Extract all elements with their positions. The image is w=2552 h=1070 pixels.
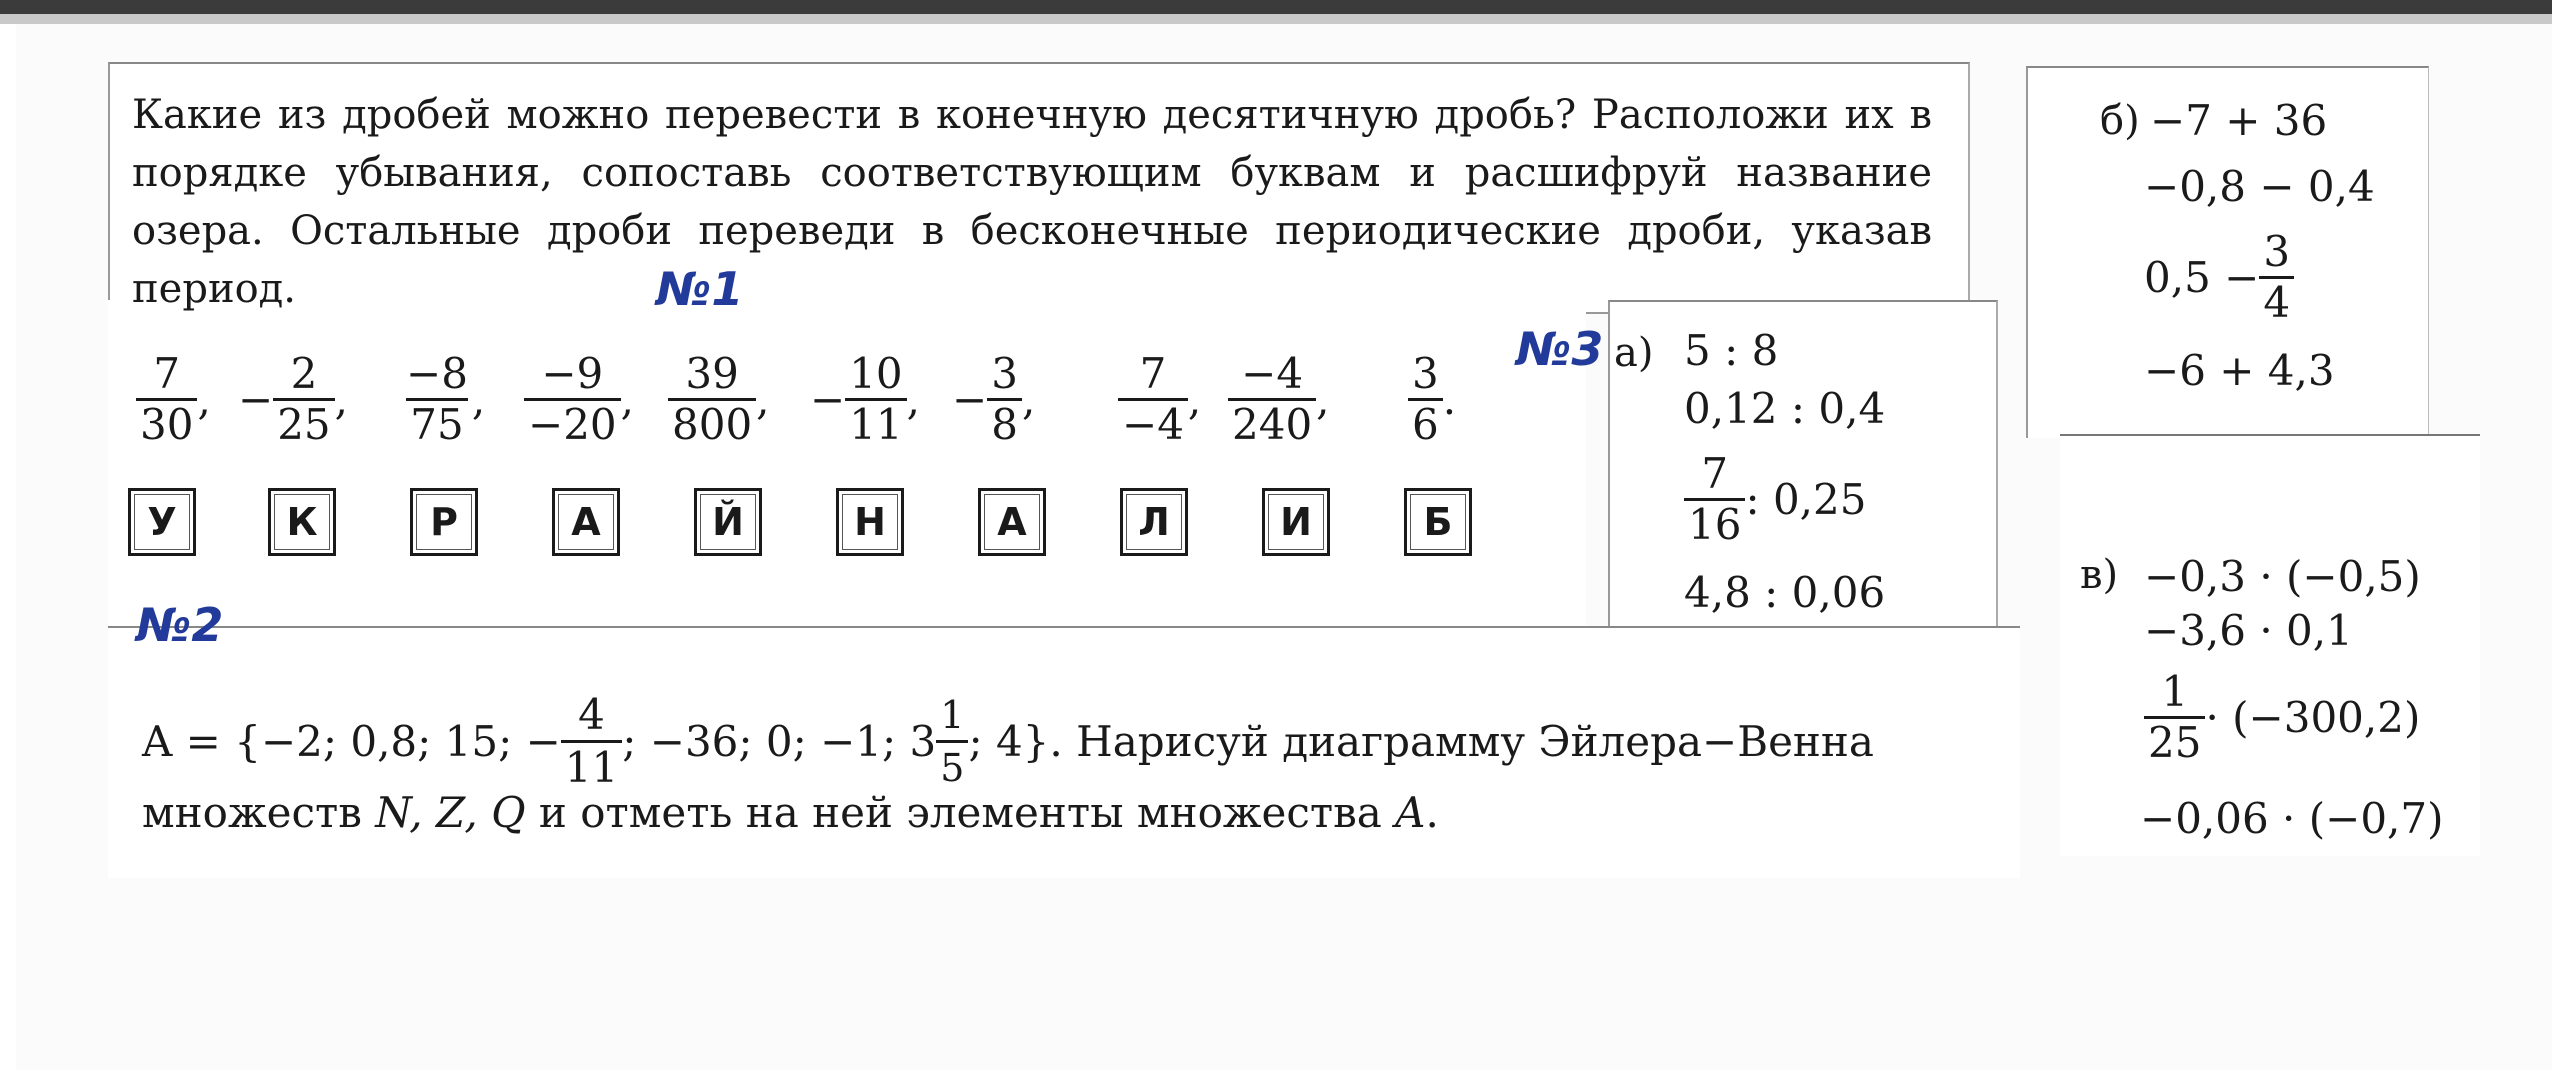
label-v: в) xyxy=(2080,552,2119,598)
expr-b1: −7 + 36 xyxy=(2150,96,2328,145)
fraction-item: − $\frac{3}{8}$ , xyxy=(952,349,1036,449)
expr-a3: $\frac{7}{16}$ : 0,25 xyxy=(1684,450,1866,549)
handwritten-mark-2: №2 xyxy=(136,598,224,652)
letter-box: Й xyxy=(694,488,762,556)
fraction-item: $\frac{3}{6}$ . xyxy=(1408,350,1456,470)
set-definition: A = {−2; 0,8; 15; − $\frac{4}{11}$ ; −36; 0; −1; 3 $\frac{1}{5}$ ; 4}. Нарисуй диаграмму Эйлера−Венна xyxy=(142,690,1874,792)
task2-instruction: множеств N, Z, Q и отметь на ней элементы множества A. xyxy=(142,788,1439,837)
fraction-item: $\frac{-4}{240}$ , xyxy=(1228,350,1330,470)
letter-boxes xyxy=(128,488,1528,558)
scan-top-edge xyxy=(0,0,2552,14)
letter-box: Р xyxy=(410,488,478,556)
letter-box: Л xyxy=(1120,488,1188,556)
expr-v2: −3,6 · 0,1 xyxy=(2144,606,2353,655)
fraction-item: $\frac{7}{-4}$ , xyxy=(1118,350,1201,470)
expr-b2: −0,8 − 0,4 xyxy=(2144,162,2375,211)
fraction-list xyxy=(128,350,1588,470)
handwritten-mark-3: №3 xyxy=(1516,322,1604,376)
letter-box: Б xyxy=(1404,488,1472,556)
letter-box: И xyxy=(1262,488,1330,556)
letter-box: А xyxy=(552,488,620,556)
expr-v1: −0,3 · (−0,5) xyxy=(2144,552,2421,601)
letter-box: К xyxy=(268,488,336,556)
letter-box: Н xyxy=(836,488,904,556)
fraction-item: $\frac{-9}{-20}$ , xyxy=(524,350,634,470)
scan-top-shadow xyxy=(0,14,2552,24)
task1-text: Какие из дробей можно перевести в конечную десятичную дробь? Расположи их в порядке убывания, сопоставь соответствующим буквам и расшифруй название озера. Остальные дроби переведи в бесконечные периодические дроби, указав период. xyxy=(132,92,1932,312)
handwritten-mark-1: №1 xyxy=(656,262,744,316)
letter-box: А xyxy=(978,488,1046,556)
fraction-item: $\frac{7}{30}$ , xyxy=(136,350,211,470)
expr-b4: −6 + 4,3 xyxy=(2144,346,2335,395)
letter-box: У xyxy=(128,488,196,556)
label-b: б) xyxy=(2100,98,2140,144)
fraction-item: − $\frac{2}{25}$ , xyxy=(238,349,349,449)
label-a: а) xyxy=(1614,330,1654,376)
expr-a2: 0,12 : 0,4 xyxy=(1684,384,1886,433)
fraction-item: $\frac{-8}{75}$ , xyxy=(406,349,486,449)
expr-v3: $\frac{1}{25}$ · (−300,2) xyxy=(2144,668,2420,767)
fraction-item: $\frac{39}{800}$ , xyxy=(668,350,770,470)
expr-a4: 4,8 : 0,06 xyxy=(1684,568,1886,617)
expr-b3: 0,5 − $\frac{3}{4}$ xyxy=(2144,228,2294,327)
expr-v4: −0,06 · (−0,7) xyxy=(2140,794,2444,843)
fraction-item: − $\frac{10}{11}$ , xyxy=(810,349,921,449)
expr-a1: 5 : 8 xyxy=(1684,326,1779,375)
